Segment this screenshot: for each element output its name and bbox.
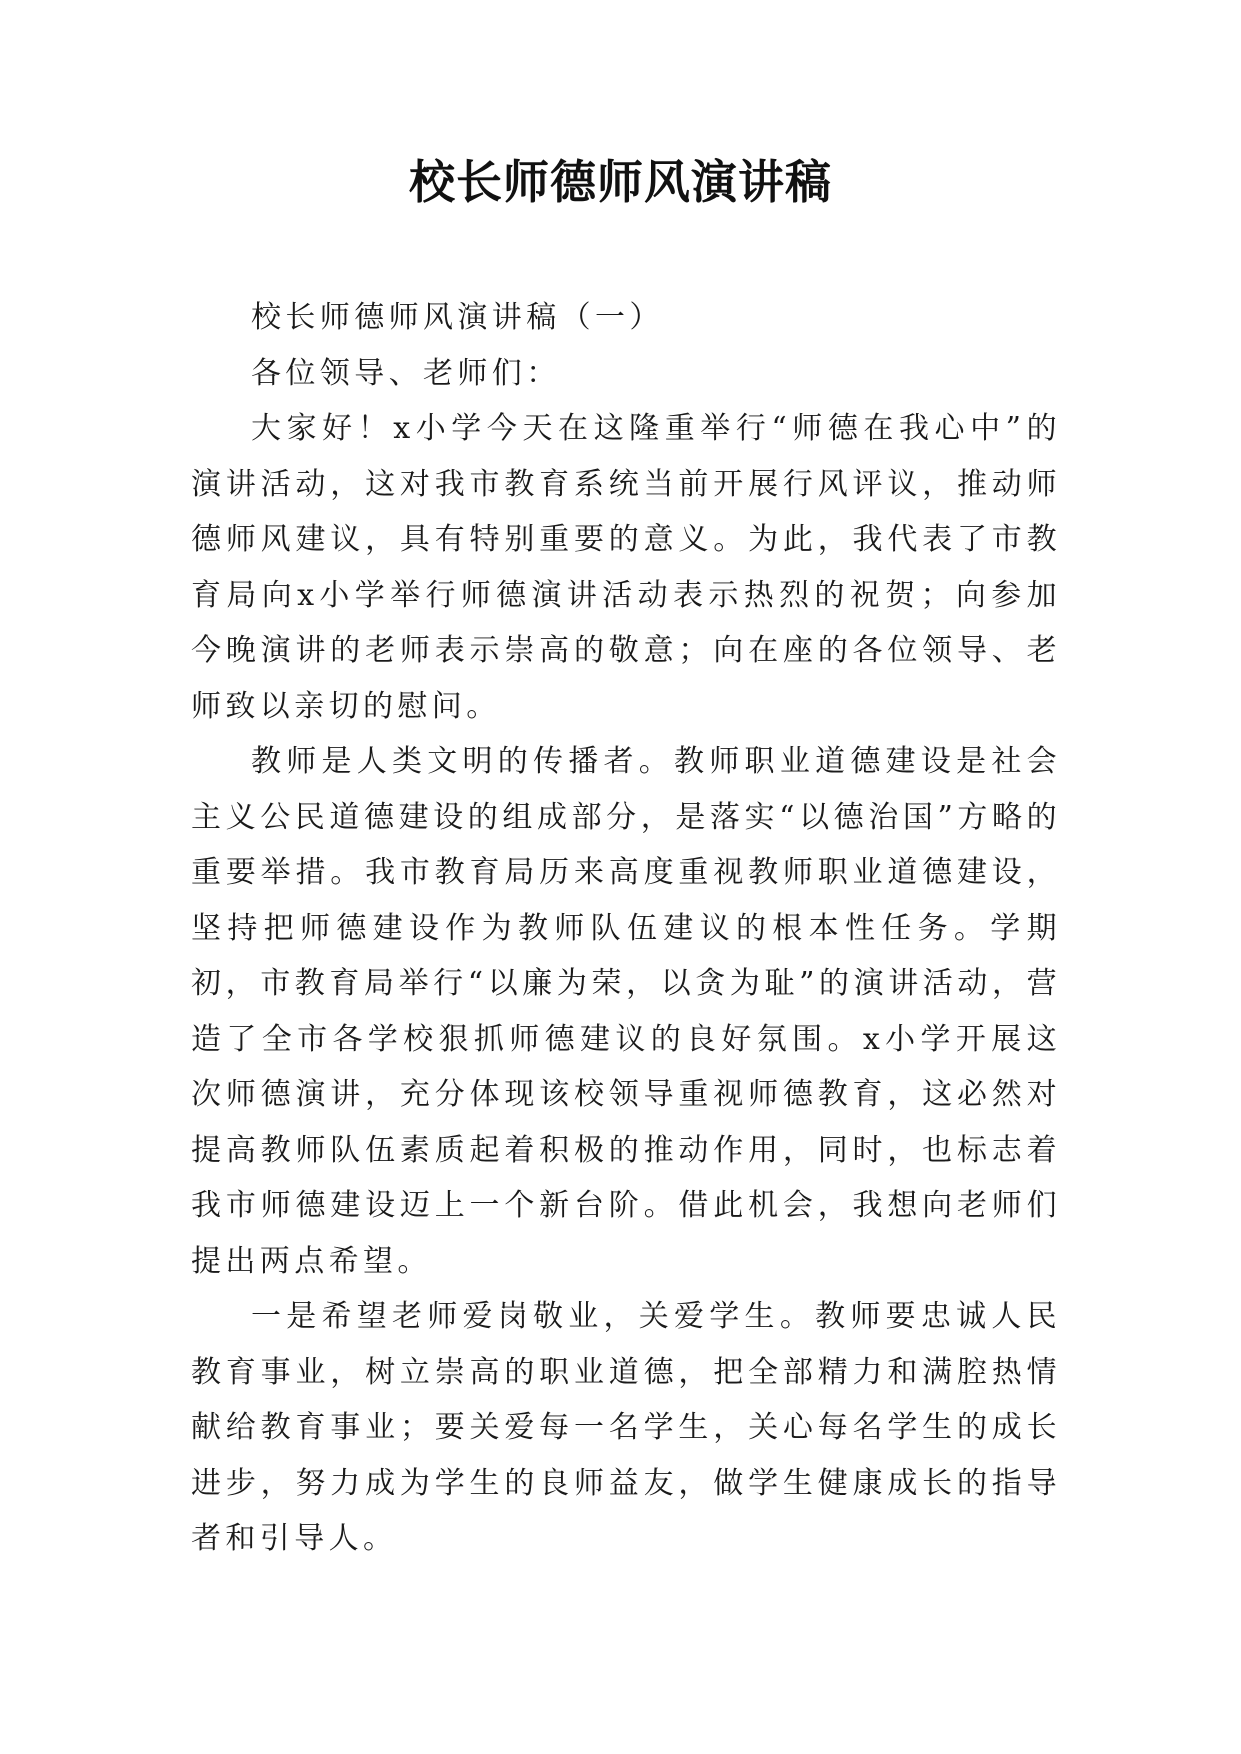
document-title: 校长师德师风演讲稿 [409,155,832,209]
paragraph-greeting: 大家好！x小学今天在这隆重举行“师德在我心中”的演讲活动，这对我市教育系统当前开展行风评议，推动师德师风建议，具有特别重要的意义。为此，我代表了市教育局向x小学举行师德演讲活动表示热烈的祝贺；向参加今晚演讲的老师表示崇高的敬意；向在座的各位领导、老师致以亲切的慰问。 [191,411,1061,724]
document-body [191,290,1061,1567]
paragraph-teacher-ethics: 教师是人类文明的传播者。教师职业道德建设是社会主义公民道德建设的组成部分，是落实“以德治国”方略的重要举措。我市教育局历来高度重视教师职业道德建设，坚持把师德建设作为教师队伍建议的根本性任务。学期初，市教育局举行“以廉为荣，以贪为耻”的演讲活动，营造了全市各学校狠抓师德建议的良好氛围。x小学开展这次师德演讲，充分体现该校领导重视师德教育，这必然对提高教师队伍素质起着积极的推动作用，同时，也标志着我市师德建设迈上一个新台阶。借此机会，我想向老师们提出两点希望。 [191,744,1061,1279]
paragraph-salutation: 各位领导、老师们： [251,355,561,391]
paragraph-first-hope: 一是希望老师爱岗敬业，关爱学生。教师要忠诚人民教育事业，树立崇高的职业道德，把全部精力和满腔热情献给教育事业；要关爱每一名学生，关心每名学生的成长进步，努力成为学生的良师益友，做学生健康成长的指导者和引导人。 [191,1299,1061,1556]
paragraph-subtitle: 校长师德师风演讲稿（一） [251,300,664,335]
